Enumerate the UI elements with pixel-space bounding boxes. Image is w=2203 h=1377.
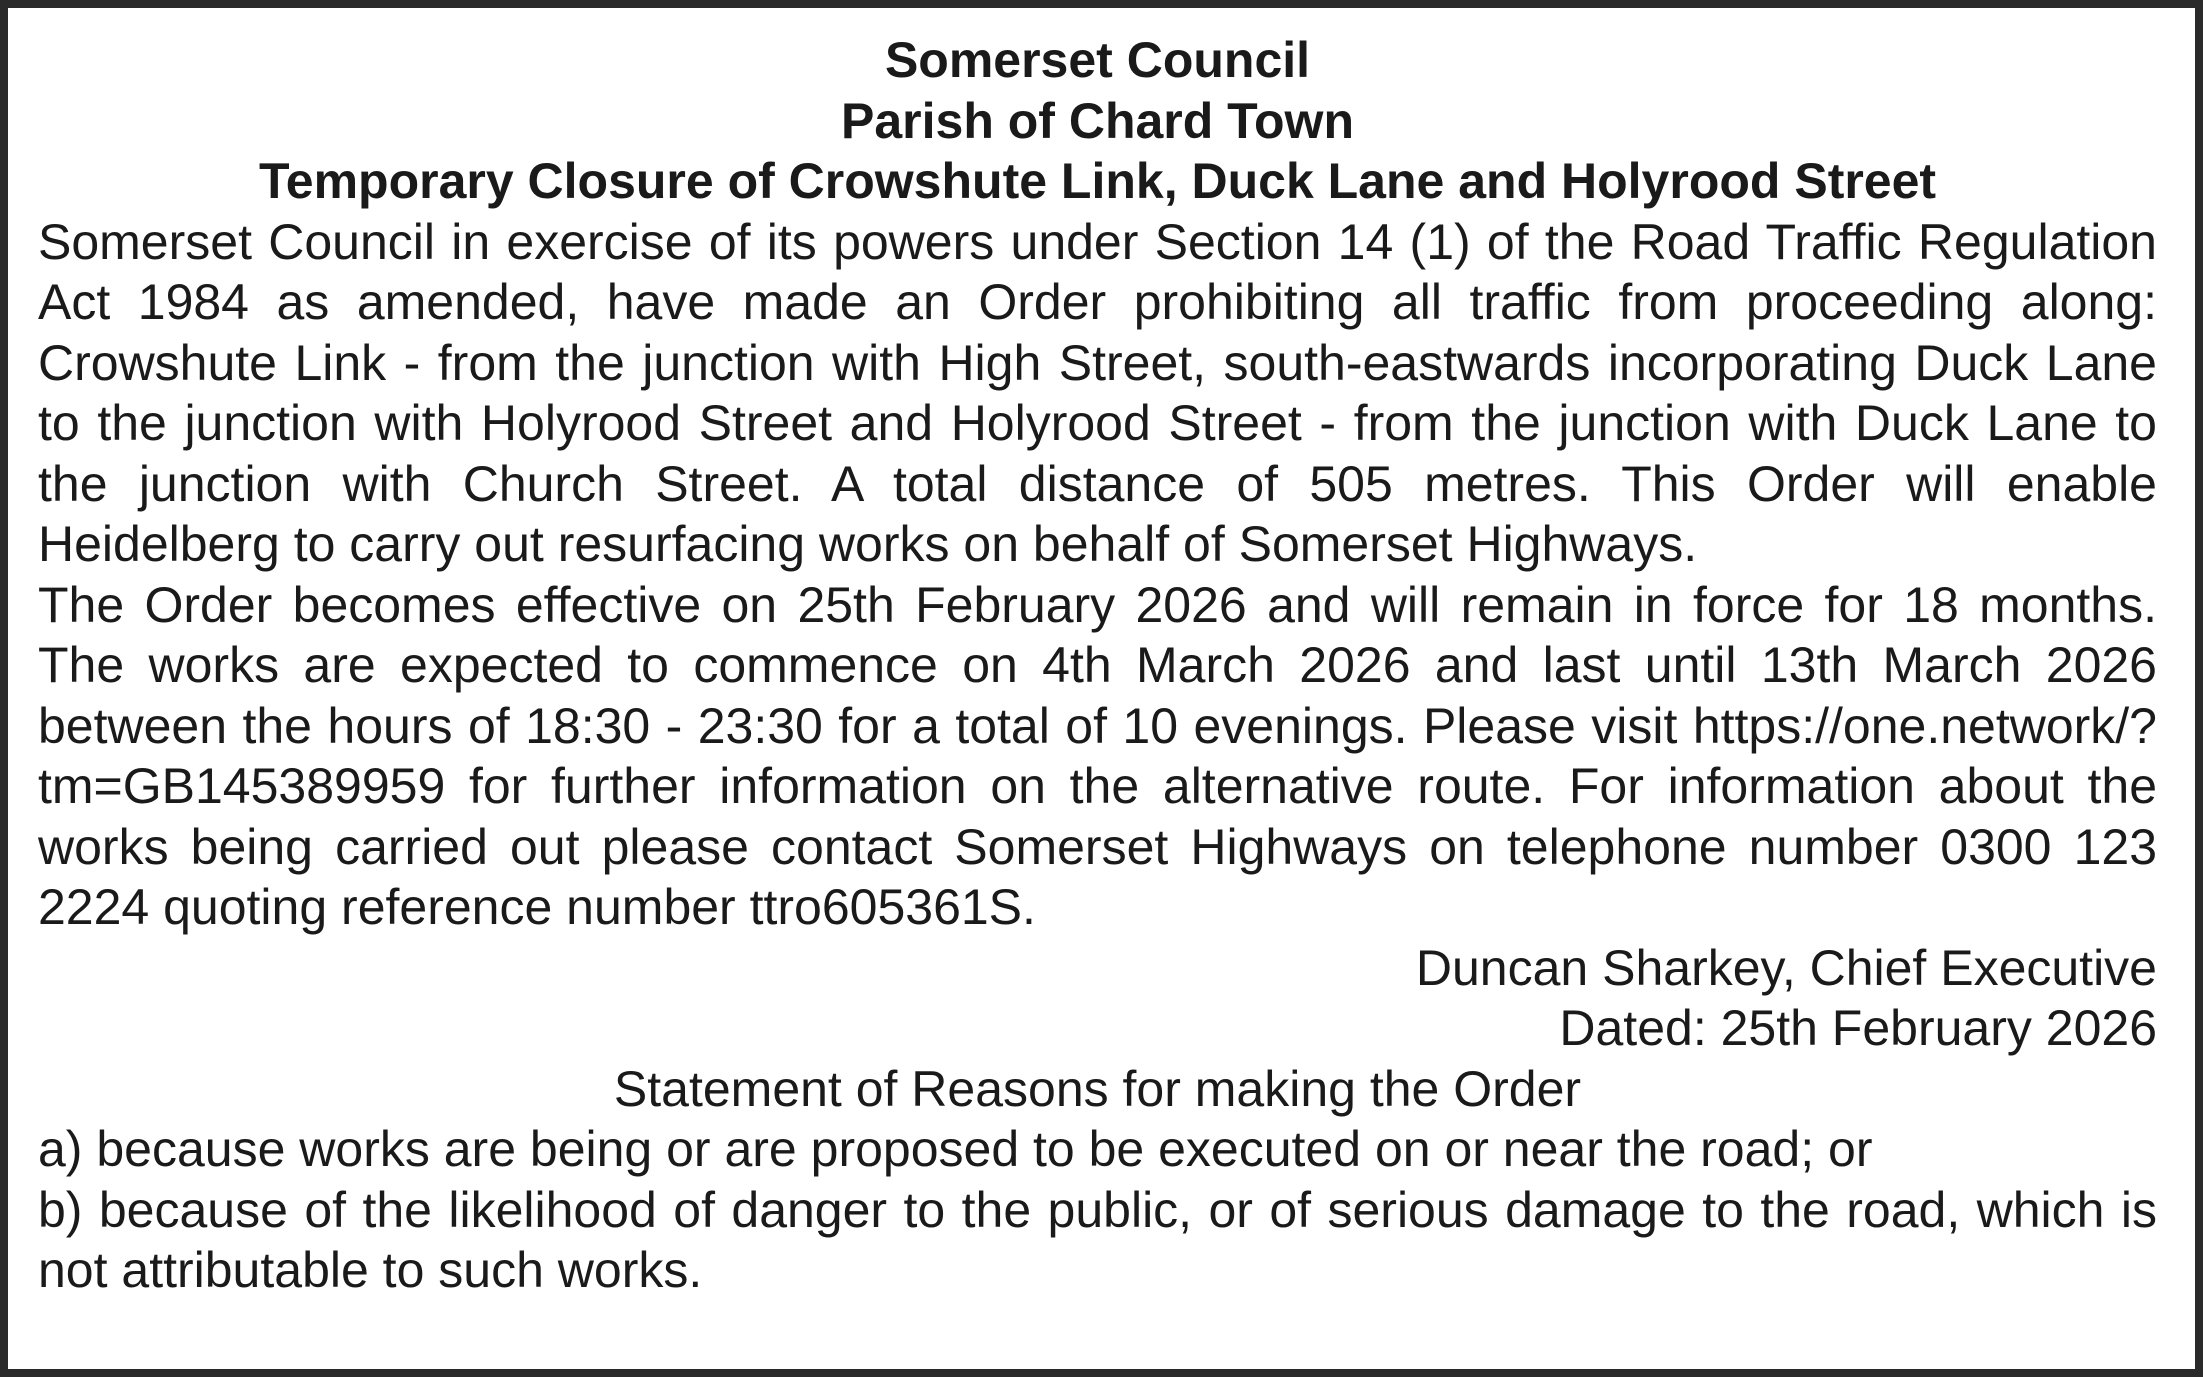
date-line: Dated: 25th February 2026 bbox=[1559, 1000, 2157, 1056]
reason-b: b) because of the likelihood of danger to the public, or of serious damage to the road, which is not attributable to such works. bbox=[38, 1181, 2157, 1298]
order-paragraph: Somerset Council in exercise of its powers under Section 14 (1) of the Road Traffic Regulation Act 1984 as amended, have made an Order prohibiting all traffic from proceeding along: Crowshute Link - from the junction with High Street, south-eastwards incorporating Duck Lane to the junction with Holyrood Street and Holyrood Street - from the junction with Duck Lane to the junction with Church Street. A total distance of 505 metres. This Order will enable Heidelberg to carry out resurfacing works on behalf of Somerset Highways. bbox=[38, 213, 2157, 572]
reasons-heading: Statement of Reasons for making the Order bbox=[613, 1060, 1582, 1117]
notice-title: Temporary Closure of Crowshute Link, Duck Lane and Holyrood Street bbox=[258, 153, 1937, 209]
reason-a: a) because works are being or are proposed to be executed on or near the road; or bbox=[38, 1121, 1873, 1177]
details-paragraph: The Order becomes effective on 25th February 2026 and will remain in force for 18 months. The works are expected to commence on 4th March 2026 and last until 13th March 2026 between the hours of 18:30 - 23:30 for a total of 10 evenings. Please visit https://one.network/?tm=GB145389959 for further information on the alternative route. For information about the works being carried out please contact Somerset Highways on telephone number 0300 123 2224 quoting reference number ttro605361S. bbox=[38, 576, 2157, 935]
signatory: Duncan Sharkey, Chief Executive bbox=[1415, 939, 2157, 996]
parish-heading: Parish of Chard Town bbox=[841, 92, 1354, 149]
authority-heading: Somerset Council bbox=[884, 32, 1311, 88]
notice-headings bbox=[38, 30, 2157, 212]
